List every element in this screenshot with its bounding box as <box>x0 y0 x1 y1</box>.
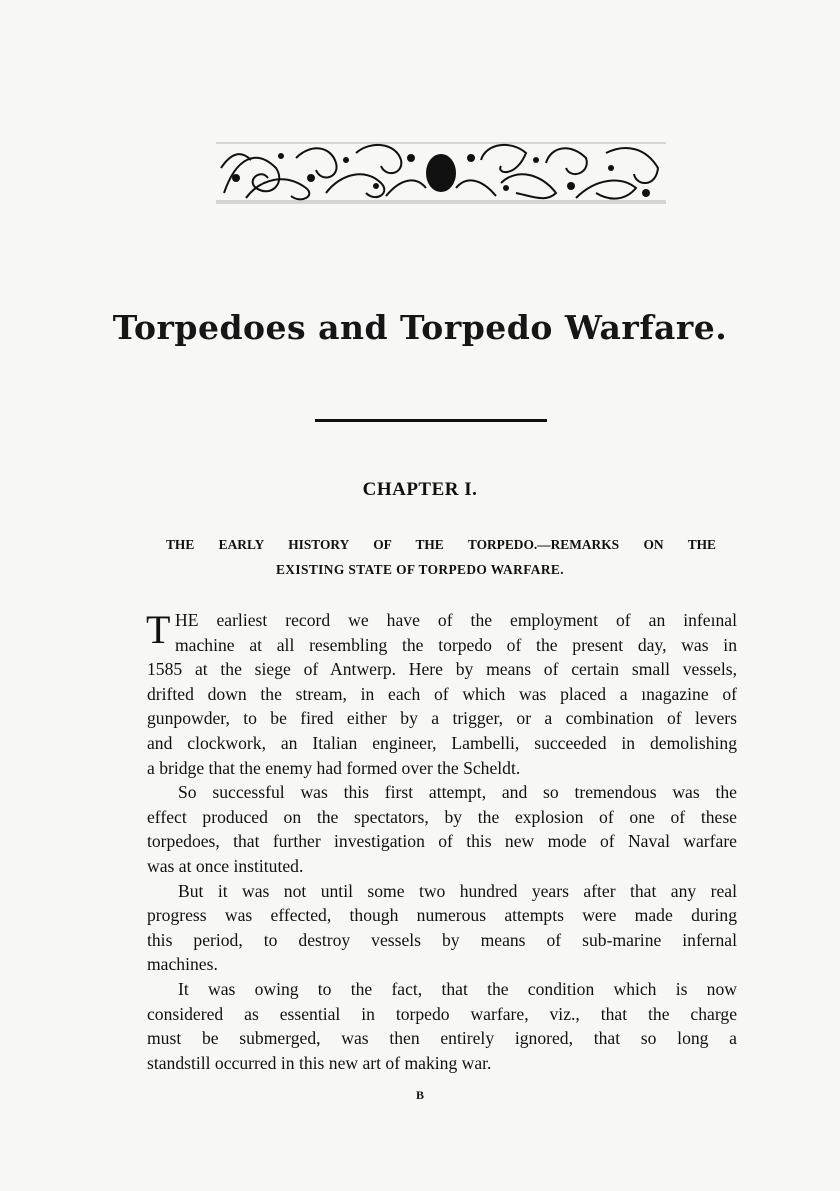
text-line: machine at all resembling the torpedo of the present day, was in <box>175 634 737 655</box>
text-line: T HE earliest record we have of the employment of an infeınal <box>146 607 737 652</box>
text-line: machines. <box>147 954 218 975</box>
text-line: torpedoes, that further investigation of this new mode of Naval warfare <box>147 831 737 852</box>
text-line: So successful was this first attempt, and so tremendous was the <box>178 782 737 803</box>
text-line: considered as essential in torpedo warfare, viz., that the charge <box>147 1003 737 1024</box>
chapter-summary-line-2: EXISTING STATE OF TORPEDO WARFARE. <box>275 562 565 577</box>
title-rule <box>315 419 547 422</box>
text-line: 1585 at the siege of Antwerp. Here by means of certain small vessels, <box>147 659 737 680</box>
book-title: Torpedoes and Torpedo Warfare. <box>112 308 728 347</box>
body-text <box>147 608 737 1075</box>
text-line: It was owing to the fact, that the condition which is now <box>178 978 737 999</box>
chapter-summary-line-1: THE EARLY HISTORY OF THE TORPEDO.—REMARKS ON THE <box>166 537 716 552</box>
text-line: gunpowder, to be fired either by a trigger, or a combination of levers <box>147 708 737 729</box>
signature-mark: B <box>415 1088 424 1102</box>
text-line: and clockwork, an Italian engineer, Lambelli, succeeded in demolishing <box>147 732 737 753</box>
text-line: was at once instituted. <box>147 855 304 876</box>
drop-cap: T <box>146 607 171 652</box>
text-line: this period, to destroy vessels by means of sub-marine infernal <box>147 929 737 950</box>
text-line: drifted down the stream, in each of which was placed a ınagazine of <box>147 683 737 704</box>
decorative-headpiece-ornament <box>216 138 666 208</box>
text-line: standstill occurred in this new art of making war. <box>147 1052 492 1073</box>
text-line: effect produced on the spectators, by the explosion of one of these <box>147 806 737 827</box>
text-line: But it was not until some two hundred years after that any real <box>178 880 737 901</box>
text-line: a bridge that the enemy had formed over the Scheldt. <box>147 757 521 778</box>
text-line: progress was effected, though numerous attempts were made during <box>147 905 737 926</box>
chapter-heading: CHAPTER I. <box>362 479 478 500</box>
text-line: must be submerged, was then entirely ignored, that so long a <box>147 1028 737 1049</box>
